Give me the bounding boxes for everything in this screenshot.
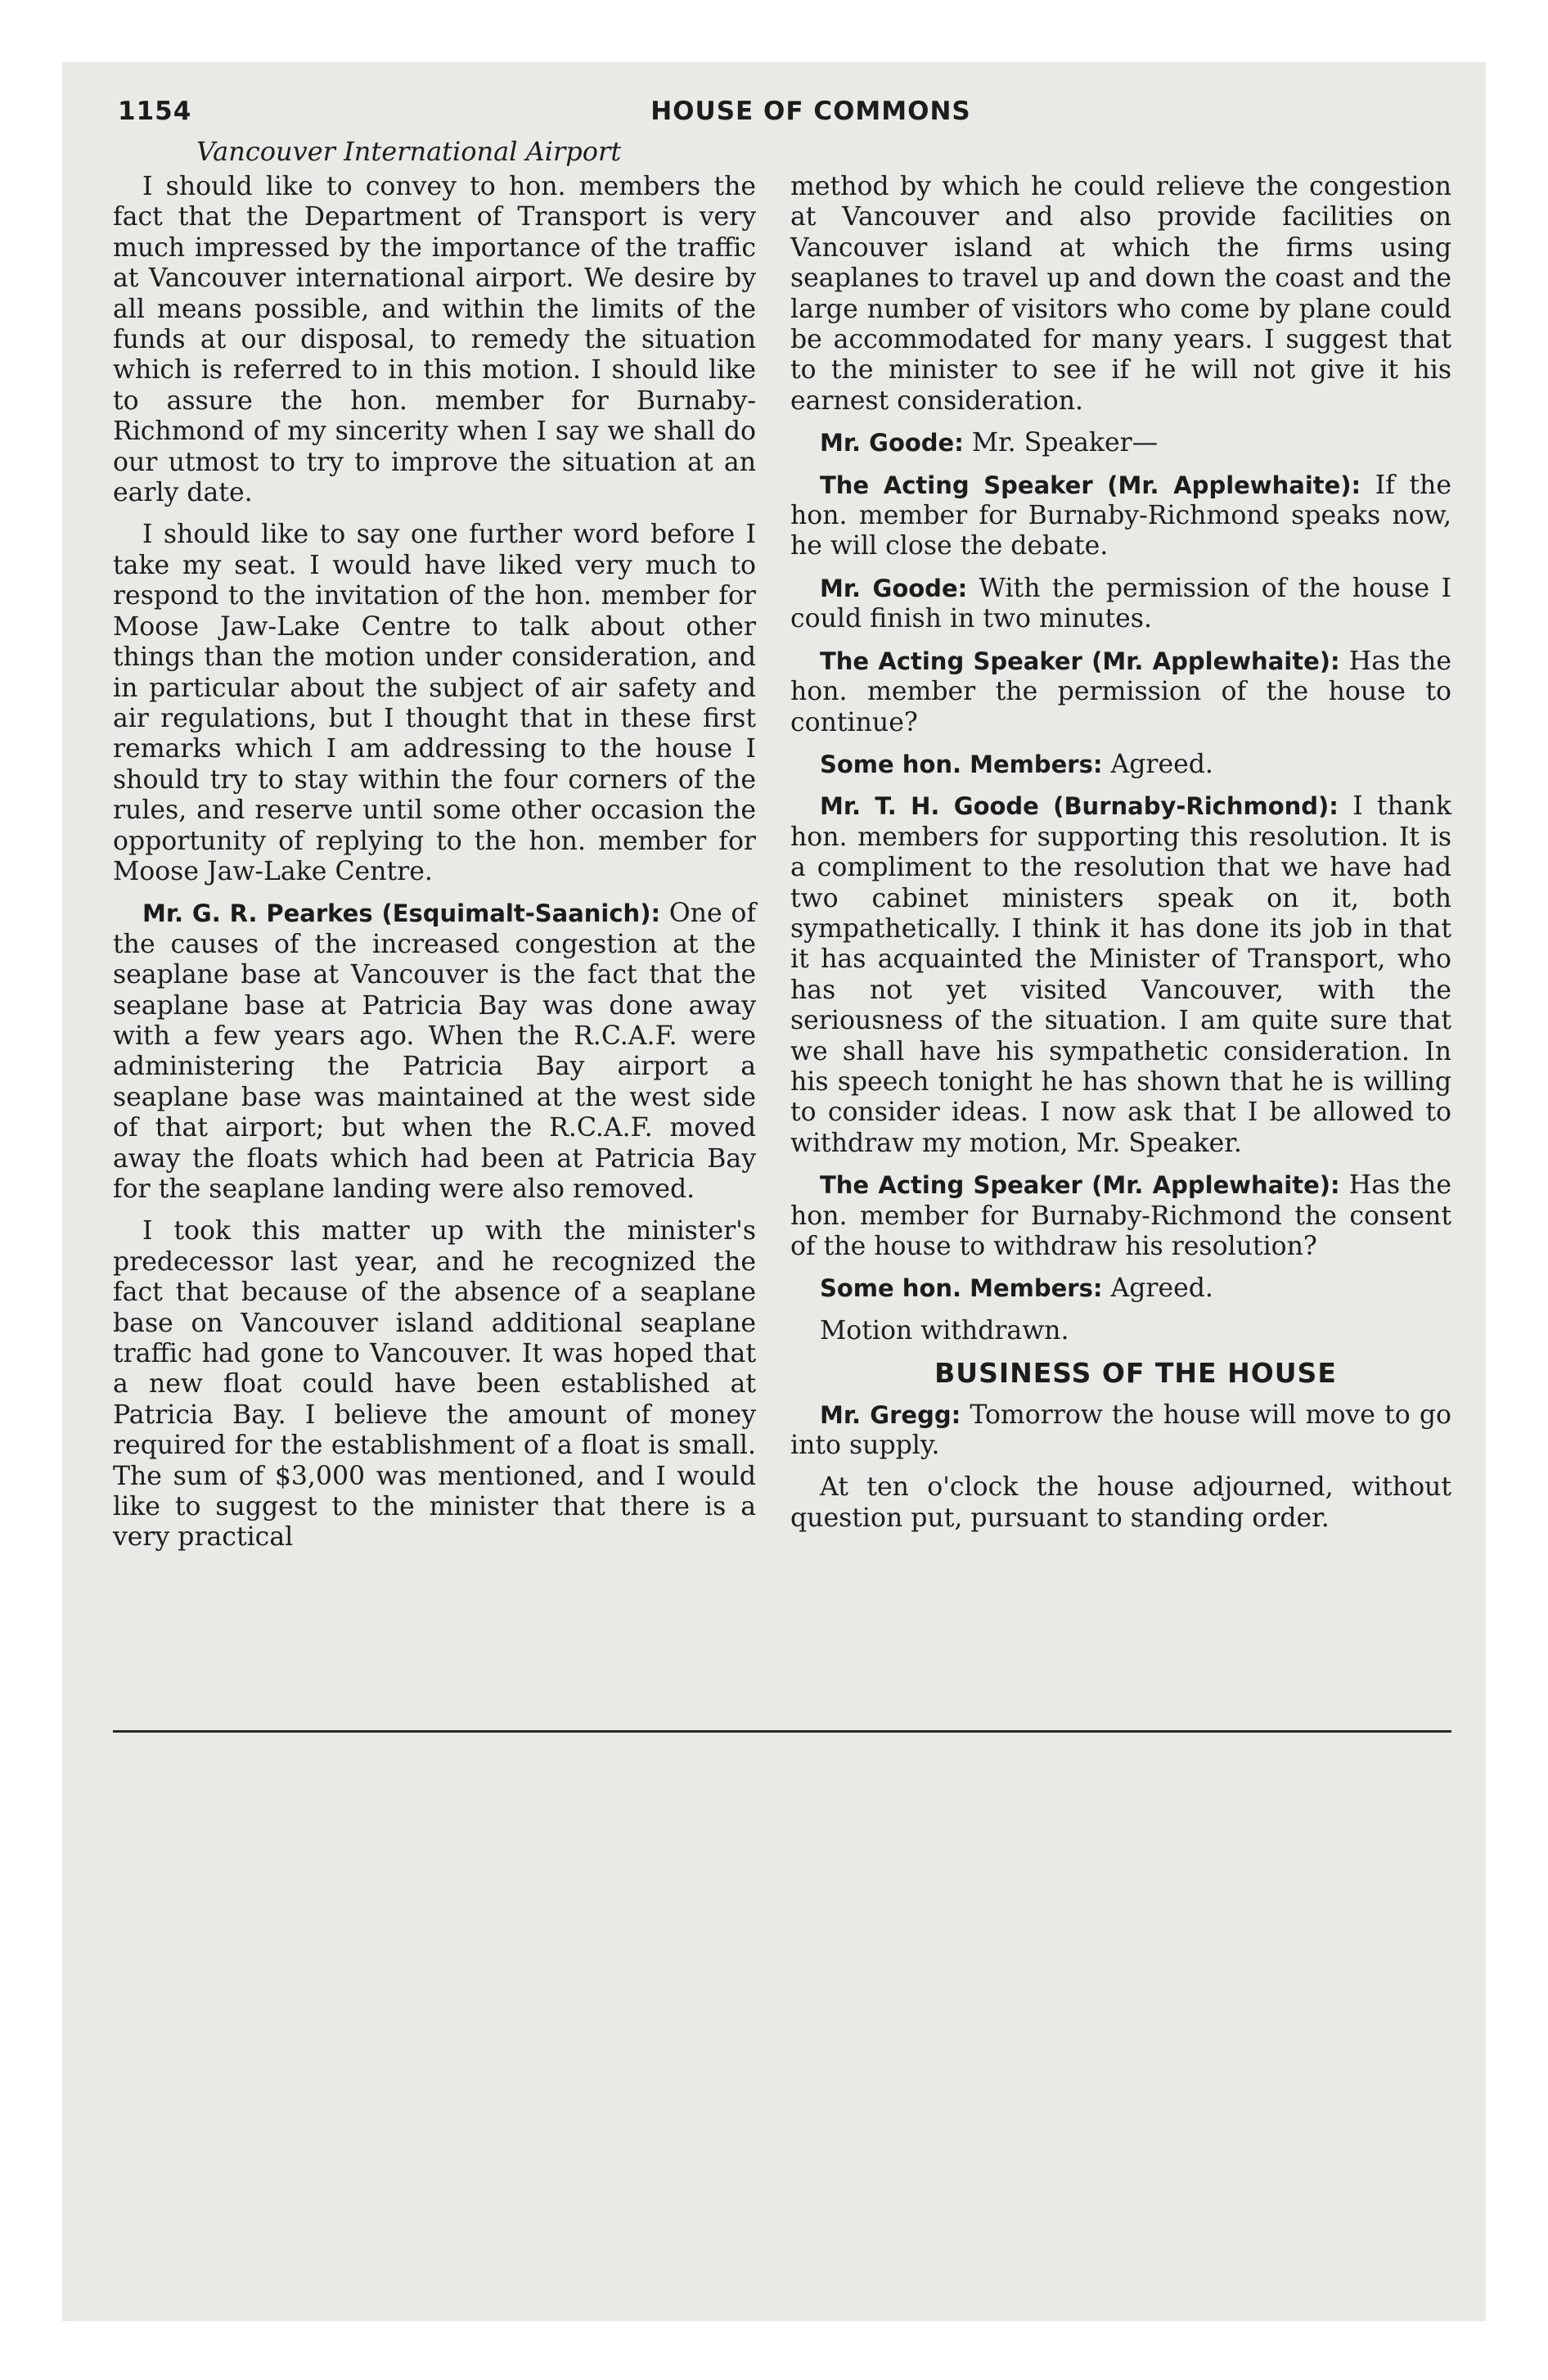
paragraph — [113, 172, 756, 508]
paragraph — [113, 899, 756, 1205]
speaker-name: The Acting Speaker (Mr. Applewhaite): — [820, 1171, 1340, 1200]
paragraph — [790, 574, 1451, 635]
end-rule — [113, 1730, 1451, 1733]
paragraph — [790, 647, 1451, 738]
paragraph-text: One of the causes of the increased congestion at the seaplane base at Vancouver is the fact that the seaplane base at Patricia Bay was done away with a few years ago. When the R.C.A.F. were administering the Patricia Bay airport a seaplane base was maintained at the west side of that airport; but when the R.C.A.F. moved away the floats which had been at Patricia Bay for the seaplane landing were also removed. — [113, 899, 757, 1204]
paragraph-text: If the hon. member for Burnaby-Richmond speaks now, he will close the debate. — [790, 470, 1451, 561]
speaker-name: Mr. G. R. Pearkes (Esquimalt-Saanich): — [142, 899, 661, 928]
journal-title: HOUSE OF COMMONS — [650, 97, 971, 126]
speaker-name: Mr. T. H. Goode (Burnaby-Richmond): — [820, 792, 1339, 821]
paragraph-text: Agreed. — [1110, 749, 1213, 779]
speaker-name: The Acting Speaker (Mr. Applewhaite): — [820, 647, 1340, 675]
paragraph — [790, 428, 1451, 458]
paragraph-text: Agreed. — [1110, 1273, 1213, 1304]
paragraph — [790, 1170, 1451, 1262]
speaker-name: Mr. Goode: — [820, 574, 968, 602]
page-number: 1154 — [118, 97, 192, 126]
paragraph-text: Has the hon. member for Burnaby-Richmond the consent of the house to withdraw his resolution? — [790, 1170, 1451, 1261]
paragraph-text: I took this matter up with the minister's predecessor last year, and he recognized the fact that because of the absence of a seaplane base on Vancouver island additional seaplane traffic had gone to Vancouver. It was hoped that a new float could have been established at Patricia Bay. I believe the amount of money required for the establishment of a float is small. The sum of $3,000 was mentioned, and I would like to suggest to the minister that there is a very practical — [113, 1216, 756, 1553]
speaker-name: Mr. Gregg: — [820, 1400, 961, 1429]
paragraph-text: With the permission of the house I could finish in two minutes. — [790, 573, 1452, 634]
paragraph — [790, 791, 1451, 1159]
paragraph-text: At ten o'clock the house adjourned, without question put, pursuant to standing order. — [790, 1472, 1451, 1533]
speaker-name: The Acting Speaker (Mr. Applewhaite): — [820, 471, 1361, 499]
speaker-name: Some hon. Members: — [820, 1274, 1103, 1303]
left-column — [113, 172, 756, 1565]
paragraph-text: method by which he could relieve the congestion at Vancouver and also provide facilities on Vancouver island at which the firms using seaplanes to travel up and down the coast and the large number of visitors who come by plane could be accommodated for many years. I suggest that to the minister to see if he will not give it his earnest consideration. — [790, 172, 1451, 416]
paragraph — [113, 520, 756, 887]
business-heading: BUSINESS OF THE HOUSE — [934, 1357, 1337, 1390]
paragraph-text: Has the hon. member the permission of the house to continue? — [790, 646, 1451, 737]
running-head — [113, 97, 1451, 133]
paragraph — [790, 1316, 1451, 1346]
paragraph-text: Motion withdrawn. — [820, 1315, 1069, 1346]
paragraph — [790, 1472, 1451, 1534]
paragraph-text: Mr. Speaker— — [971, 428, 1159, 458]
paragraph-text: Tomorrow the house will move to go into supply. — [790, 1400, 1452, 1461]
paragraph — [113, 1216, 756, 1553]
paragraph-text: I should like to convey to hon. members the fact that the Department of Transport is very much impressed by the importance of the traffic at Vancouver international airport. We desire by all means possible, and within the limits of the funds at our disposal, to remedy the situation which is referred to in this motion. I should like to assure the hon. member for Burnaby-Richmond of my sincerity when I say we shall do our utmost to try to improve the situation at an early date. — [113, 172, 756, 508]
paragraph — [790, 750, 1451, 780]
paragraph-text: I thank hon. members for supporting this resolution. It is a compliment to the resolution that we have had two cabinet ministers speak on it, both sympathetically. I think it has done its job in that it has acquainted the Minister of Transport, who has not yet visited Vancouver, with the seriousness of the situation. I am quite sure that we shall have his sympathetic consideration. In his speech tonight he has shown that he is willing to consider ideas. I now ask that I be allowed to withdraw my motion, Mr. Speaker. — [790, 791, 1451, 1158]
right-column — [790, 172, 1451, 1545]
paragraph — [790, 1273, 1451, 1304]
paragraph — [790, 1400, 1451, 1462]
section-title: Vancouver International Airport — [196, 136, 622, 167]
paragraph — [790, 471, 1451, 562]
speaker-name: Some hon. Members: — [820, 750, 1103, 778]
paragraph-text: I should like to say one further word before I take my seat. I would have liked very much to respond to the invitation of the hon. member for Moose Jaw-Lake Centre to talk about other things than the motion under consideration, and in particular about the subject of air safety and air regulations, but I thought that in these first remarks which I am addressing to the house I should try to stay within the four corners of the rules, and reserve until some other occasion the opportunity of replying to the hon. member for Moose Jaw-Lake Centre. — [113, 520, 756, 886]
paragraph — [790, 172, 1451, 417]
speaker-name: Mr. Goode: — [820, 429, 964, 458]
